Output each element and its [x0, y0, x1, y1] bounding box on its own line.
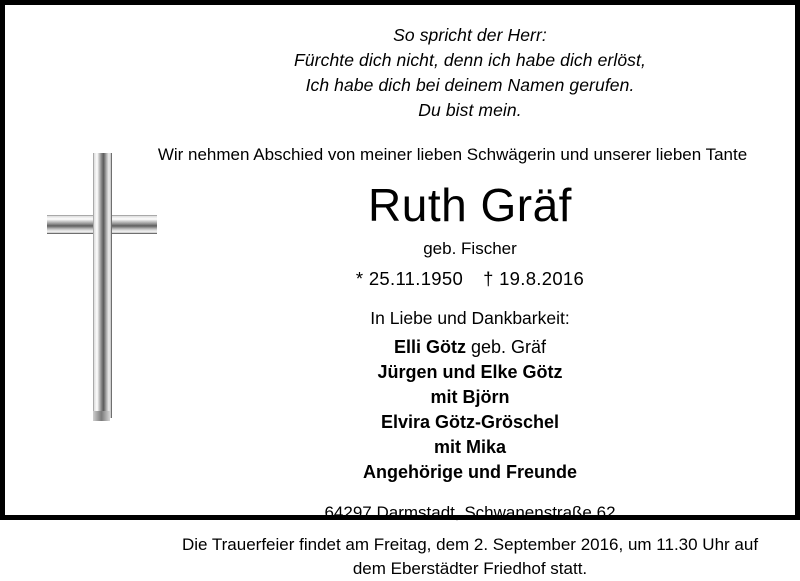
list-item	[155, 360, 785, 385]
address-text: 64297 Darmstadt, Schwanenstraße 62	[324, 503, 616, 522]
verse-line: Fürchte dich nicht, denn ich habe dich erlöst,	[294, 50, 646, 70]
mourner-name: Elvira Götz-Gröschel	[380, 412, 560, 432]
ceremony-line: dem Eberstädter Friedhof statt.	[352, 559, 588, 578]
cross-vertical-beam	[93, 153, 112, 418]
mourner-name: Jürgen und Elke Götz	[377, 362, 563, 382]
list-item	[155, 435, 785, 460]
mourner-name: Elli Götz	[393, 337, 466, 357]
deceased-name: Ruth Gräf	[368, 179, 572, 231]
verse-line: Du bist mein.	[418, 100, 522, 120]
cross-icon	[47, 153, 167, 418]
intro-text: Wir nehmen Abschied von meiner lieben Schwägerin und unserer lieben Tante	[157, 145, 748, 164]
obituary-content	[155, 23, 785, 581]
mourner-name: mit Björn	[430, 387, 510, 407]
birth-date: * 25.11.1950	[355, 268, 464, 289]
mourners-list	[155, 335, 785, 485]
ceremony-details	[155, 533, 785, 581]
list-item	[155, 385, 785, 410]
verse-line: So spricht der Herr:	[393, 25, 547, 45]
mourner-suffix: geb. Gräf	[465, 337, 547, 357]
cross-base-tip	[93, 411, 110, 421]
bible-verse	[155, 23, 785, 123]
list-item	[155, 335, 785, 360]
mourner-name: Angehörige und Freunde	[363, 462, 577, 482]
ceremony-line: Die Trauerfeier findet am Freitag, dem 2. September 2016, um 11.30 Uhr auf	[181, 535, 759, 554]
mourner-name: mit Mika	[433, 437, 507, 457]
death-date: † 19.8.2016	[483, 268, 585, 289]
maiden-name: geb. Fischer	[423, 239, 517, 258]
life-dates	[155, 266, 785, 292]
dedication-text: In Liebe und Dankbarkeit:	[370, 308, 570, 328]
verse-line: Ich habe dich bei deinem Namen gerufen.	[305, 75, 635, 95]
list-item	[155, 410, 785, 435]
list-item	[155, 460, 785, 485]
